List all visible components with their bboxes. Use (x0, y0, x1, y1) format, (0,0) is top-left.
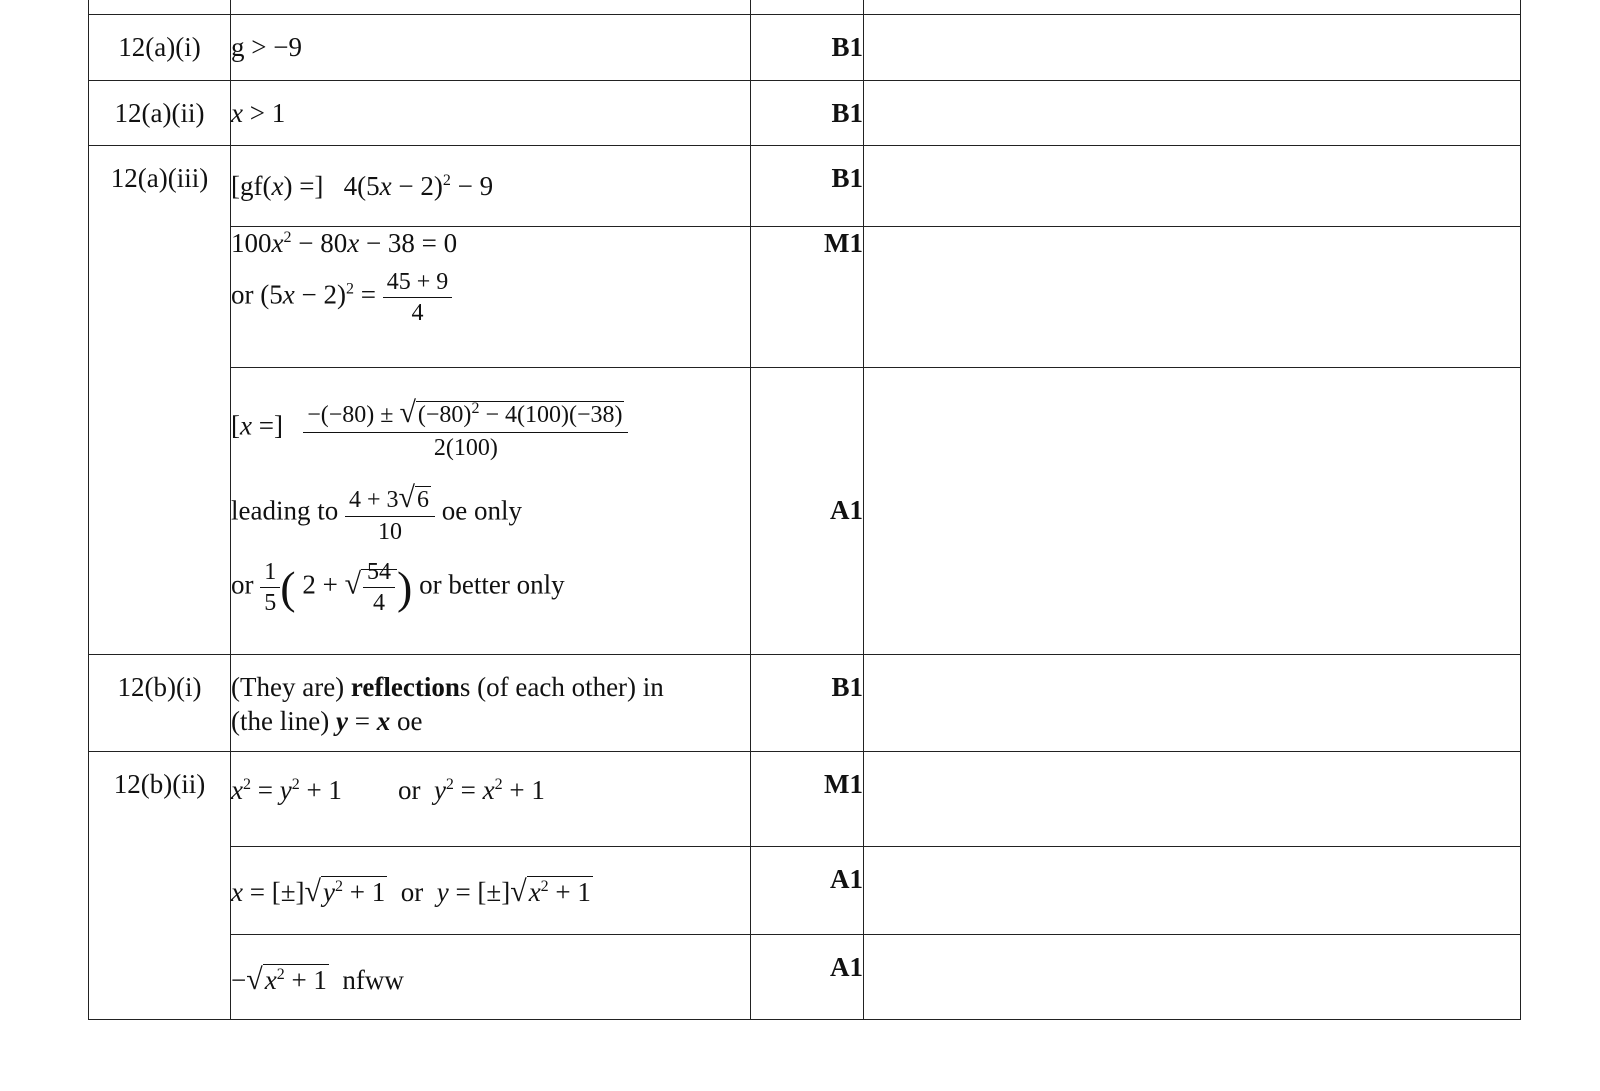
table-row (89, 15, 1521, 81)
guidance-cell (864, 752, 1521, 847)
question-number: 12(a)(i) (89, 15, 231, 81)
table-row (89, 0, 1521, 15)
mark-cell: B1 (751, 81, 864, 146)
table-row (89, 935, 1521, 1020)
answer-cell: g > −9 (231, 15, 751, 81)
guidance-cell (864, 227, 1521, 368)
table-row (89, 81, 1521, 146)
mark-scheme-table (88, 0, 1521, 1020)
table-row (89, 368, 1521, 655)
equation-line: or $\frac{1}{5}$ ( 2 + √ $\frac{54}{4}$ ) or better only (231, 559, 565, 616)
or-text: or (231, 279, 254, 310)
table-row (89, 227, 1521, 368)
answer-cell: $x^2 = y^2 + 1$ or $y^2 = x^2 + 1$ (231, 752, 751, 847)
question-number: 12(a)(ii) (89, 81, 231, 146)
leading-to-text: leading to (231, 494, 339, 525)
guidance-cell (864, 847, 1521, 935)
question-number: 12(a)(iii) (89, 146, 231, 655)
answer-cell: $x = [\pm]√y^2 + 1$ or $y = [\pm]√x^2 + 1$ (231, 847, 751, 935)
answer-cell (231, 368, 751, 655)
table-row (89, 752, 1521, 847)
oe-only-text: oe only (441, 494, 522, 525)
mark-cell: A1 (751, 935, 864, 1020)
equation-line: [x =] $\frac{-(-80) \pm √(-80)^2 - 4(100)(-38)}{2(100)}$ (231, 394, 750, 463)
answer-cell: [gf(x) =] $4(5x - 2)^2 - 9$ (231, 146, 751, 227)
guidance-cell (864, 146, 1521, 227)
answer-cell (231, 655, 751, 752)
answer-line: (They are) reflections (of each other) in (231, 672, 664, 702)
mark-cell: B1 (751, 655, 864, 752)
mark-cell: A1 (751, 368, 864, 655)
mark-cell: B1 (751, 15, 864, 81)
answer-cell: $-√x^2 + 1$ nfww (231, 935, 751, 1020)
guidance-cell (864, 81, 1521, 146)
mark-cell: B1 (751, 146, 864, 227)
answer-cell (231, 227, 751, 368)
or-text: or (231, 569, 254, 600)
guidance-cell (864, 368, 1521, 655)
guidance-cell (864, 15, 1521, 81)
mark-cell: M1 (751, 752, 864, 847)
question-number: 12(b)(i) (89, 655, 231, 752)
mark-cell: A1 (751, 847, 864, 935)
equation-line: or $(5x - 2)^2$ = $\frac{45 + 9}{4}$ (231, 267, 750, 328)
equation-line: leading to $\frac{4 + 3√6}{10}$ oe only (231, 480, 522, 545)
guidance-cell (864, 935, 1521, 1020)
table-row (89, 655, 1521, 752)
table-row (89, 146, 1521, 227)
mark-cell: M1 (751, 227, 864, 368)
question-number: 12(b)(ii) (89, 752, 231, 1020)
guidance-cell (864, 655, 1521, 752)
or-better-only-text: or better only (419, 569, 565, 600)
answer-line: (the line) y = x oe (231, 705, 423, 736)
equation-line: $100x^2 - 80x - 38 = 0$ (231, 228, 458, 258)
answer-cell: x > 1 (231, 81, 751, 146)
table-row (89, 847, 1521, 935)
